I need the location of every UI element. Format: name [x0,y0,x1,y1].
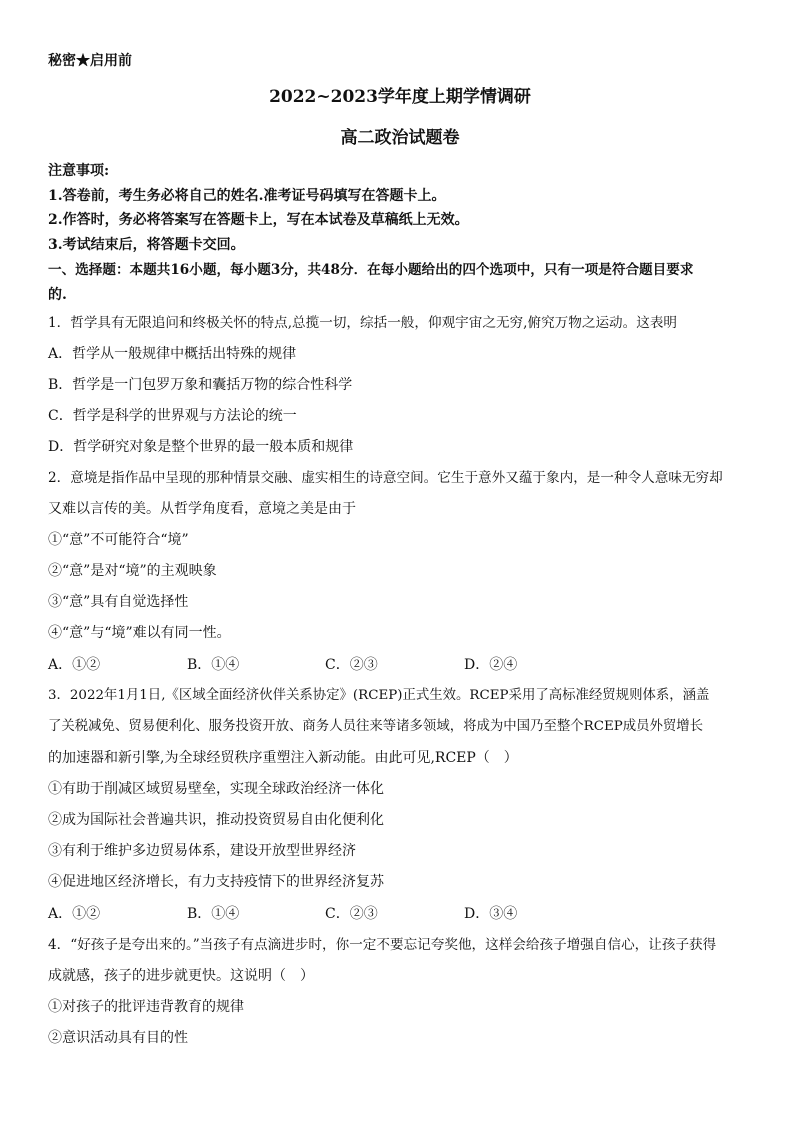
question-3-item-4: ④促进地区经济增长，有力支持疫情下的世界经济复苏 [48,874,384,890]
question-1-choice-c: C．哲学是科学的世界观与方法论的统一 [48,408,297,424]
notice-heading: 注意事项: [48,163,110,179]
option-d: D．②④ [464,657,518,673]
option-a: A．①② [48,657,101,673]
option-a: A．①② [48,906,101,922]
question-2-stem-cont: 又难以言传的美。从哲学角度看，意境之美是由于 [48,501,356,517]
question-3-item-1: ①有助于削减区域贸易壁垒，实现全球政治经济一体化 [48,781,384,797]
question-4-item-2: ②意识活动具有目的性 [48,1030,188,1046]
question-2-item-2: ②“意”是对“境”的主观映象 [48,563,217,579]
exam-title: 2022~2023学年度上期学情调研 [269,87,531,107]
section-instructions-cont: 的. [48,287,67,303]
question-2-item-4: ④“意”与“境”难以有同一性。 [48,625,231,641]
question-1-choice-b: B．哲学是一门包罗万象和囊括万物的综合性科学 [48,377,353,393]
question-3-item-2: ②成为国际社会普遍共识，推动投资贸易自由化便利化 [48,812,384,828]
question-3-stem-cont: 的加速器和新引擎,为全球经贸秩序重塑注入新动能。由此可见,RCEP（ ） [48,750,518,766]
question-4-item-1: ①对孩子的批评违背教育的规律 [48,999,244,1015]
question-1-choice-d: D．哲学研究对象是整个世界的最一般本质和规律 [48,439,354,455]
section-instructions: 一、选择题：本题共16小题，每小题3分，共48分．在每小题给出的四个选项中，只有一项是符合题目要求 [48,262,694,278]
option-c: C．②③ [325,657,378,673]
question-4-stem-cont: 成就感，孩子的进步就更快。这说明（ ） [48,968,314,984]
notice-item: 3.考试结束后，将答题卡交回。 [48,237,245,253]
option-b: B．①④ [187,657,240,673]
question-1-stem: 1．哲学具有无限追问和终极关怀的特点,总揽一切，综括一般，仰观宇宙之无穷,俯究万物之运动。这表明 [48,315,678,331]
option-c: C．②③ [325,906,378,922]
notice-item: 2.作答时，务必将答案写在答题卡上，写在本试卷及草稿纸上无效。 [48,212,469,228]
question-3-item-3: ③有利于维护多边贸易体系，建设开放型世界经济 [48,843,356,859]
question-3-stem-cont: 了关税减免、贸易便利化、服务投资开放、商务人员往来等诸多领域，将成为中国乃至整个RCEP成员外贸增长 [48,719,704,734]
question-2-item-1: ①“意”不可能符合“境” [48,532,189,548]
option-b: B．①④ [187,906,240,922]
question-2-item-3: ③“意”具有自觉选择性 [48,594,189,610]
question-3-stem: 3．2022年1月1日,《区域全面经济伙伴关系协定》(RCEP)正式生效。RCEP采用了高标准经贸规则体系，涵盖 [48,688,710,703]
notice-item: 1.答卷前，考生务必将自己的姓名.准考证号码填写在答题卡上。 [48,188,446,204]
question-4-stem: 4．“好孩子是夸出来的。”当孩子有点滴进步时，你一定不要忘记夸奖他，这样会给孩子增强自信心，让孩子获得 [48,937,717,953]
question-1-choice-a: A．哲学从一般规律中概括出特殊的规律 [48,346,297,362]
secret-label: 秘密★启用前 [48,53,132,69]
question-2-stem: 2．意境是指作品中呈现的那种情景交融、虚实相生的诗意空间。它生于意外又蕴于象内，是一种令人意味无穷却 [48,470,723,486]
option-d: D．③④ [464,906,518,922]
exam-subtitle: 高二政治试题卷 [340,128,460,148]
